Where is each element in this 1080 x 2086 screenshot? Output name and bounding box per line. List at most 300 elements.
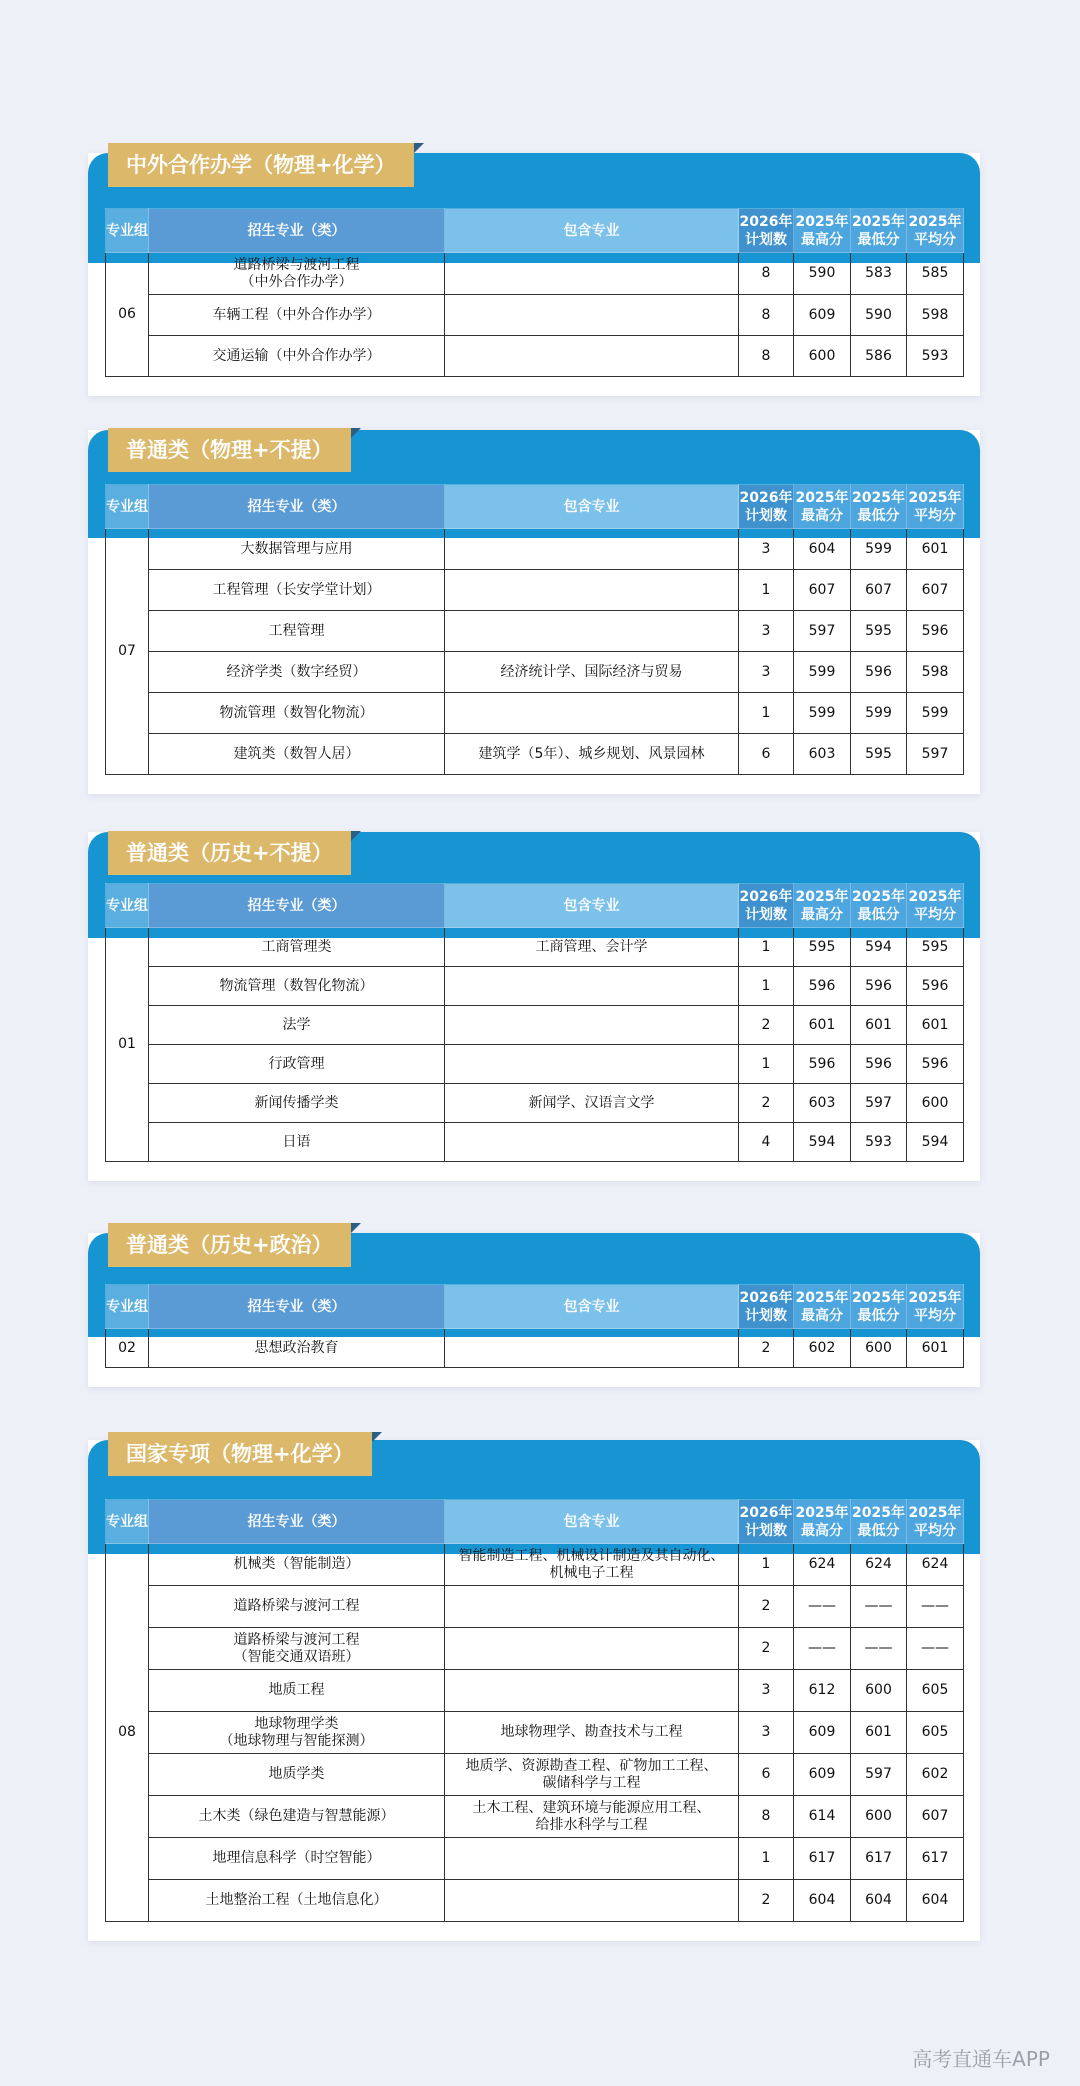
min-score: 596 [851,1045,907,1084]
max-score: 595 [794,928,851,967]
score-table [105,1499,964,1922]
max-score: 590 [794,253,851,295]
section-title: 中外合作办学（物理+化学） [108,143,414,187]
avg-score: 596 [907,1045,964,1084]
header-group: 专业组 [106,1500,149,1544]
section-card [88,153,980,396]
header-group: 专业组 [106,485,149,529]
avg-score: 604 [907,1880,964,1922]
table-header-row [106,884,964,928]
plan-count: 2 [739,1628,794,1670]
major-name [149,611,445,652]
section-title: 普通类（历史+不提） [108,831,351,875]
text-line: （智能交通双语班） [233,1648,360,1665]
max-score: 614 [794,1796,851,1838]
group-code: 07 [106,529,149,775]
text-line: 最高分 [801,507,843,524]
table-row [106,1329,964,1368]
text-line: 计划数 [745,1307,787,1324]
avg-score: 597 [907,734,964,775]
text-line: 地球物理学类 [254,1715,339,1732]
major-name [149,295,445,336]
text-line: 最高分 [801,231,843,248]
included-majors [445,693,739,734]
avg-score: 593 [907,336,964,377]
text-line: 2025年 [852,1289,905,1306]
plan-count: 2 [739,1329,794,1368]
major-name [149,1628,445,1670]
text-line: 最高分 [801,1307,843,1324]
text-line: 2025年 [908,489,962,506]
header-max [794,1500,851,1544]
max-score: 596 [794,1045,851,1084]
text-line: 物流管理（数智化物流） [219,704,374,721]
score-table [105,883,964,1162]
plan-count: 8 [739,295,794,336]
header-major: 招生专业（类） [149,209,445,253]
min-score: 600 [851,1329,907,1368]
group-code: 08 [106,1544,149,1922]
plan-count: 3 [739,529,794,570]
plan-count: 2 [739,1586,794,1628]
header-min [851,485,907,529]
header-avg [907,1285,964,1329]
text-line: 最低分 [857,507,900,524]
major-name [149,570,445,611]
table-row [106,693,964,734]
header-major: 招生专业（类） [149,884,445,928]
included-majors [445,336,739,377]
included-majors [445,1628,739,1670]
table-row [106,1586,964,1628]
plan-count: 1 [739,967,794,1006]
header-min [851,884,907,928]
included-majors [445,1586,739,1628]
min-score: 624 [851,1544,907,1586]
table-row [106,1838,964,1880]
text-line: 道路桥梁与渡河工程 [233,256,360,273]
header-avg [907,884,964,928]
section-card [88,1440,980,1941]
major-name [149,928,445,967]
min-score: 607 [851,570,907,611]
group-code: 02 [106,1329,149,1368]
plan-count: 8 [739,253,794,295]
section-card [88,430,980,794]
text-line: 车辆工程（中外合作办学） [212,306,381,323]
avg-score: 607 [907,1796,964,1838]
text-line: 建筑类（数智人居） [233,745,360,762]
included-majors [445,1544,739,1586]
min-score: 599 [851,693,907,734]
header-min [851,1500,907,1544]
table-row [106,529,964,570]
min-score: 599 [851,529,907,570]
text-line: 2025年 [795,1504,849,1521]
plan-count: 2 [739,1084,794,1123]
text-line: 交通运输（中外合作办学） [212,347,381,364]
header-min [851,1285,907,1329]
avg-score: 602 [907,1754,964,1796]
min-score: 590 [851,295,907,336]
text-line: 最低分 [857,1522,900,1539]
max-score: 604 [794,1880,851,1922]
max-score: 609 [794,1712,851,1754]
text-line: 计划数 [745,507,787,524]
plan-count: 4 [739,1123,794,1162]
avg-score: —— [907,1586,964,1628]
avg-score: 605 [907,1670,964,1712]
header-included: 包含专业 [445,884,739,928]
table-row [106,1084,964,1123]
included-majors [445,652,739,693]
section-title: 国家专项（物理+化学） [108,1432,372,1476]
header-avg [907,485,964,529]
text-line: 道路桥梁与渡河工程 [233,1598,360,1614]
major-name [149,734,445,775]
table-header-row [106,209,964,253]
min-score: 596 [851,652,907,693]
major-name [149,1712,445,1754]
text-line: 2025年 [795,489,849,506]
text-line: 2026年 [739,888,793,905]
major-name [149,1329,445,1368]
avg-score: 595 [907,928,964,967]
score-table [105,484,964,775]
avg-score: 599 [907,693,964,734]
major-name [149,529,445,570]
table-row [106,570,964,611]
max-score: 604 [794,529,851,570]
text-line: 2026年 [739,213,793,230]
major-name [149,1006,445,1045]
max-score: 603 [794,734,851,775]
table-row [106,1796,964,1838]
text-line: （地球物理与智能探测） [219,1732,374,1749]
major-name [149,1544,445,1586]
max-score: 602 [794,1329,851,1368]
max-score: 609 [794,295,851,336]
header-max [794,485,851,529]
major-name [149,1754,445,1796]
text-line: 工商管理、会计学 [535,938,648,955]
major-name [149,693,445,734]
text-line: 机械电子工程 [549,1564,634,1581]
min-score: 601 [851,1712,907,1754]
major-name [149,1045,445,1084]
text-line: 平均分 [914,507,956,524]
header-plan [739,1500,794,1544]
min-score: 595 [851,611,907,652]
min-score: 593 [851,1123,907,1162]
text-line: 经济统计学、国际经济与贸易 [500,663,683,680]
text-line: 大数据管理与应用 [240,540,353,557]
avg-score: 585 [907,253,964,295]
avg-score: 601 [907,529,964,570]
text-line: 给排水科学与工程 [535,1816,648,1833]
text-line: 工程管理 [268,622,325,639]
text-line: 经济学类（数字经贸） [226,663,367,680]
plan-count: 1 [739,1544,794,1586]
text-line: 最高分 [801,1522,843,1539]
included-majors [445,570,739,611]
table-header-row [106,1500,964,1544]
plan-count: 2 [739,1880,794,1922]
avg-score: 607 [907,570,964,611]
min-score: 617 [851,1838,907,1880]
text-line: 计划数 [745,906,787,923]
table-row [106,1544,964,1586]
avg-score: 601 [907,1329,964,1368]
header-included: 包含专业 [445,1285,739,1329]
header-group: 专业组 [106,209,149,253]
header-major: 招生专业（类） [149,1500,445,1544]
header-plan [739,1285,794,1329]
plan-count: 1 [739,1838,794,1880]
included-majors [445,1670,739,1712]
text-line: 平均分 [914,1307,956,1324]
avg-score: 594 [907,1123,964,1162]
included-majors [445,1880,739,1922]
header-included: 包含专业 [445,485,739,529]
table-row [106,652,964,693]
text-line: 2025年 [852,489,905,506]
plan-count: 8 [739,1796,794,1838]
text-line: 计划数 [745,1522,787,1539]
text-line: 工商管理类 [261,938,332,955]
table-row [106,1670,964,1712]
text-line: 物流管理（数智化物流） [219,977,374,994]
included-majors [445,967,739,1006]
table-row [106,611,964,652]
header-major: 招生专业（类） [149,485,445,529]
included-majors [445,1796,739,1838]
table-row [106,295,964,336]
text-line: 计划数 [745,231,787,248]
group-code: 01 [106,928,149,1162]
text-line: 地质学、资源勘查工程、矿物加工工程、 [465,1757,718,1774]
min-score: 586 [851,336,907,377]
major-name [149,1670,445,1712]
header-major: 招生专业（类） [149,1285,445,1329]
header-group: 专业组 [106,884,149,928]
included-majors [445,1754,739,1796]
min-score: —— [851,1628,907,1670]
table-row [106,1712,964,1754]
header-avg [907,1500,964,1544]
avg-score: 601 [907,1006,964,1045]
table-header-row [106,485,964,529]
min-score: 583 [851,253,907,295]
text-line: 最低分 [857,231,900,248]
major-name [149,1796,445,1838]
text-line: 地质学类 [268,1766,325,1782]
included-majors [445,1045,739,1084]
table-row [106,253,964,295]
max-score: 603 [794,1084,851,1123]
min-score: 601 [851,1006,907,1045]
text-line: 日语 [282,1133,311,1150]
major-name [149,253,445,295]
included-majors [445,1329,739,1368]
table-row [106,734,964,775]
plan-count: 1 [739,693,794,734]
included-majors [445,529,739,570]
avg-score: 596 [907,967,964,1006]
major-name [149,1880,445,1922]
text-line: 地质工程 [268,1682,325,1698]
text-line: 2025年 [908,1289,962,1306]
text-line: 2025年 [908,888,962,905]
score-table [105,1284,964,1368]
section-title: 普通类（物理+不提） [108,428,351,472]
text-line: 新闻学、汉语言文学 [528,1094,655,1111]
text-line: 建筑学（5年）、城乡规划、风景园林 [478,745,705,762]
max-score: 601 [794,1006,851,1045]
plan-count: 3 [739,1712,794,1754]
included-majors [445,611,739,652]
text-line: 行政管理 [268,1055,325,1072]
text-line: 新闻传播学类 [254,1094,339,1111]
text-line: 机械类（智能制造） [233,1556,360,1572]
text-line: 2025年 [795,888,849,905]
min-score: 595 [851,734,907,775]
section-card [88,1233,980,1387]
included-majors [445,1006,739,1045]
table-header-row [106,1285,964,1329]
table-row [106,967,964,1006]
header-min [851,209,907,253]
max-score: 612 [794,1670,851,1712]
text-line: 2025年 [795,1289,849,1306]
table-row [106,1123,964,1162]
header-included: 包含专业 [445,209,739,253]
plan-count: 1 [739,928,794,967]
min-score: 597 [851,1084,907,1123]
header-avg [907,209,964,253]
min-score: 604 [851,1880,907,1922]
avg-score: 600 [907,1084,964,1123]
plan-count: 6 [739,1754,794,1796]
avg-score: 598 [907,652,964,693]
table-row [106,1628,964,1670]
header-included: 包含专业 [445,1500,739,1544]
min-score: 600 [851,1796,907,1838]
text-line: 土地整治工程（土地信息化） [205,1892,388,1908]
text-line: 工程管理（长安学堂计划） [212,581,381,598]
text-line: 2025年 [908,213,962,230]
text-line: 最高分 [801,906,843,923]
plan-count: 1 [739,1045,794,1084]
table-row [106,1880,964,1922]
min-score: 596 [851,967,907,1006]
text-line: 平均分 [914,906,956,923]
max-score: —— [794,1586,851,1628]
header-plan [739,209,794,253]
text-line: 平均分 [914,1522,956,1539]
header-max [794,209,851,253]
table-row [106,928,964,967]
max-score: 617 [794,1838,851,1880]
max-score: 599 [794,652,851,693]
min-score: 600 [851,1670,907,1712]
plan-count: 1 [739,570,794,611]
text-line: 2025年 [795,213,849,230]
max-score: 594 [794,1123,851,1162]
plan-count: 3 [739,611,794,652]
text-line: 土木类（绿色建造与智慧能源） [198,1808,395,1824]
avg-score: 598 [907,295,964,336]
text-line: 2026年 [739,1289,793,1306]
avg-score: 617 [907,1838,964,1880]
section-title: 普通类（历史+政治） [108,1223,351,1267]
included-majors [445,1123,739,1162]
included-majors [445,253,739,295]
max-score: 597 [794,611,851,652]
max-score: 599 [794,693,851,734]
table-row [106,336,964,377]
text-line: 法学 [282,1016,311,1033]
max-score: 609 [794,1754,851,1796]
watermark: 高考直通车APP [912,2047,1050,2071]
text-line: 2025年 [852,213,905,230]
included-majors [445,928,739,967]
major-name [149,1084,445,1123]
header-max [794,1285,851,1329]
included-majors [445,1838,739,1880]
group-code: 06 [106,253,149,377]
max-score: 624 [794,1544,851,1586]
text-line: 2025年 [852,1504,905,1521]
avg-score: 605 [907,1712,964,1754]
text-line: 最低分 [857,906,900,923]
min-score: 594 [851,928,907,967]
major-name [149,967,445,1006]
text-line: 地球物理学、勘查技术与工程 [500,1724,683,1740]
text-line: （中外合作办学） [240,273,353,290]
max-score: 596 [794,967,851,1006]
text-line: 思想政治教育 [254,1339,339,1356]
table-row [106,1045,964,1084]
header-group: 专业组 [106,1285,149,1329]
text-line: 平均分 [914,231,956,248]
avg-score: —— [907,1628,964,1670]
text-line: 2026年 [739,1504,793,1521]
text-line: 2026年 [739,489,793,506]
major-name [149,1123,445,1162]
plan-count: 6 [739,734,794,775]
min-score: 597 [851,1754,907,1796]
table-row [106,1006,964,1045]
min-score: —— [851,1586,907,1628]
avg-score: 596 [907,611,964,652]
plan-count: 8 [739,336,794,377]
major-name [149,652,445,693]
text-line: 2025年 [908,1504,962,1521]
major-name [149,336,445,377]
major-name [149,1586,445,1628]
text-line: 土木工程、建筑环境与能源应用工程、 [472,1799,711,1816]
max-score: 607 [794,570,851,611]
text-line: 碳储科学与工程 [542,1774,641,1791]
text-line: 智能制造工程、机械设计制造及其自动化、 [458,1547,725,1564]
included-majors [445,734,739,775]
text-line: 最低分 [857,1307,900,1324]
text-line: 2025年 [852,888,905,905]
included-majors [445,295,739,336]
table-row [106,1754,964,1796]
plan-count: 3 [739,1670,794,1712]
